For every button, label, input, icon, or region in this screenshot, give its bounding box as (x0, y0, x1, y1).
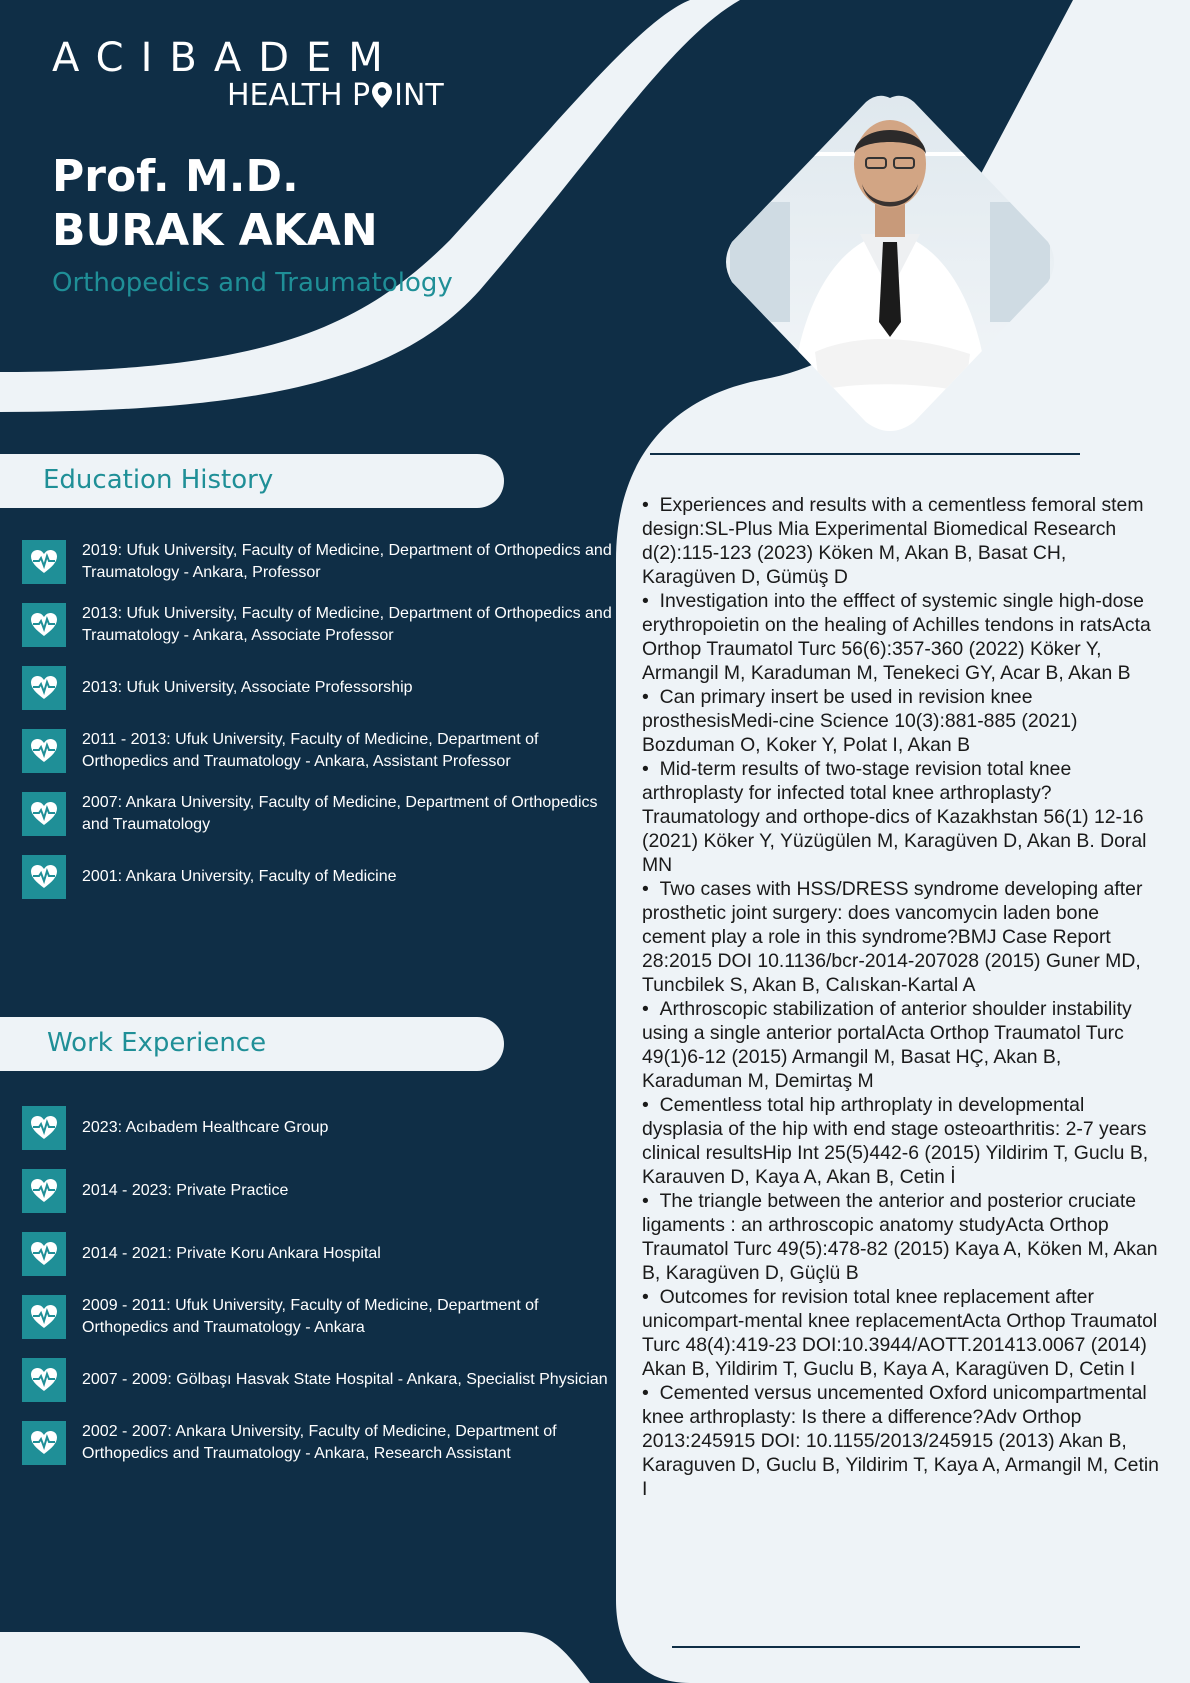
doctor-portrait (720, 92, 1060, 432)
education-item-text: 2011 - 2013: Ufuk University, Faculty of Medicine, Department of Orthopedics and Traumatology - Ankara, Assistant Professor (82, 731, 539, 770)
list-item (22, 603, 612, 666)
heart-pulse-icon (22, 792, 66, 836)
logo-sub-after: INT (394, 78, 444, 113)
location-pin-icon (372, 82, 392, 108)
acibadem-logo (52, 35, 444, 113)
list-item (22, 1232, 602, 1295)
list-item (22, 540, 612, 603)
doctor-title: Prof. M.D. (52, 151, 299, 202)
heart-pulse-icon (22, 1169, 66, 1213)
list-item (22, 666, 602, 729)
publication-item: • Mid-term results of two-stage revision total knee arthroplasty for infected total knee arthroplasty?Traumatology and orthope-dics of Kazakhstan 56(1) 12-16 (2021) Köker Y, Yüzügülen M, Karagüven D, Akan B. Doral MN (642, 757, 1164, 877)
doctor-name: BURAK AKAN (52, 205, 378, 256)
doctor-specialty: Orthopedics and Traumatology (52, 268, 453, 298)
list-item (22, 1358, 608, 1421)
list-item (22, 1421, 602, 1484)
heart-pulse-icon (22, 1295, 66, 1339)
publication-item: • Experiences and results with a cementless femoral stem design:SL-Plus Mia Experimental Biomedical Research d(2):115-123 (2023) Köken M, Akan B, Basat CH, Karagüven D, Gümüş D (642, 493, 1164, 589)
heart-pulse-icon (22, 1421, 66, 1465)
heart-pulse-icon (22, 540, 66, 584)
work-list (22, 1106, 608, 1484)
education-item-text: 2001: Ankara University, Faculty of Medicine (82, 868, 397, 885)
work-item-text: 2009 - 2011: Ufuk University, Faculty of Medicine, Department of Orthopedics and Traumatology - Ankara (82, 1297, 539, 1336)
heart-pulse-icon (22, 1232, 66, 1276)
heart-pulse-icon (22, 729, 66, 773)
publications-list (642, 493, 1164, 1501)
work-item-text: 2014 - 2023: Private Practice (82, 1182, 289, 1199)
publication-item: • Cemented versus uncemented Oxford unicompartmental knee arthroplasty: Is there a difference?Adv Orthop 2013:245915 DOI: 10.1155/2013/245915 (2013) Akan B, Karaguven D, Guclu B, Yildirim T, Kaya A, Armangil M, Cetin I (642, 1381, 1164, 1501)
list-item (22, 792, 602, 855)
list-item (22, 1295, 602, 1358)
heart-pulse-icon (22, 1106, 66, 1150)
list-item (22, 855, 602, 918)
work-item-text: 2007 - 2009: Gölbaşı Hasvak State Hospital - Ankara, Specialist Physician (82, 1371, 608, 1388)
education-item-text: 2013: Ufuk University, Associate Professorship (82, 679, 413, 696)
divider-bottom (672, 1646, 1080, 1648)
heart-pulse-icon (22, 603, 66, 647)
doctor-name-block (52, 150, 378, 258)
list-item (22, 729, 602, 792)
work-heading: Work Experience (47, 1028, 267, 1058)
publication-item: • Arthroscopic stabilization of anterior shoulder instability using a single anterior portalActa Orthop Traumatol Turc 49(1)6-12 (2015) Armangil M, Basat HÇ, Akan B, Karaduman M, Demirtaş M (642, 997, 1164, 1093)
education-header (0, 454, 504, 508)
heart-pulse-icon (22, 855, 66, 899)
logo-subtitle (227, 78, 444, 114)
publication-item: • Two cases with HSS/DRESS syndrome developing after prosthetic joint surgery: does vancomycin laden bone cement play a role in this syndrome?BMJ Case Report 28:2015 DOI 10.1136/bcr-2014-207028 (2015) Guner MD, Tuncbilek S, Akan B, Calıskan-Kartal A (642, 877, 1164, 997)
divider-top (650, 453, 1080, 455)
work-item-text: 2023: Acıbadem Healthcare Group (82, 1119, 329, 1136)
education-list (22, 540, 612, 918)
publication-item: • The triangle between the anterior and posterior cruciate ligaments : an arthroscopic anatomy studyActa Orthop Traumatol Turc 49(5):478-82 (2015) Kaya A, Köken M, Akan B, Karagüven D, Güçlü B (642, 1189, 1164, 1285)
education-heading: Education History (43, 465, 274, 495)
publication-item: • Cementless total hip arthroplaty in developmental dysplasia of the hip with end stage osteoarthritis: 2-7 years clinical resultsHip Int 25(5)442-6 (2015) Yildirim T, Guclu B, Karauven D, Kaya A, Akan B, Cetin İ (642, 1093, 1164, 1189)
work-item-text: 2002 - 2007: Ankara University, Faculty of Medicine, Department of Orthopedics and Traumatology - Ankara, Research Assistant (82, 1423, 557, 1462)
heart-pulse-icon (22, 1358, 66, 1402)
heart-pulse-icon (22, 666, 66, 710)
publication-item: • Investigation into the efffect of systemic single high-dose erythropoietin on the healing of Achilles tendons in ratsActa Orthop Traumatol Turc 56(6):357-360 (2022) Köker Y, Armangil M, Karaduman M, Tenekeci GY, Acar B, Akan B (642, 589, 1164, 685)
work-header (0, 1017, 504, 1071)
publication-item: • Can primary insert be used in revision knee prosthesisMedi-cine Science 10(3):881-885 (2021) Bozduman O, Koker Y, Polat I, Akan B (642, 685, 1164, 757)
list-item (22, 1169, 602, 1232)
education-item-text: 2013: Ufuk University, Faculty of Medicine, Department of Orthopedics and Traumatology - Ankara, Associate Professor (82, 605, 612, 644)
education-item-text: 2019: Ufuk University, Faculty of Medicine, Department of Orthopedics and Traumatology - Ankara, Professor (82, 542, 612, 581)
list-item (22, 1106, 602, 1169)
education-item-text: 2007: Ankara University, Faculty of Medicine, Department of Orthopedics and Traumatology (82, 794, 598, 833)
logo-brand: ACIBADEM (52, 35, 400, 81)
logo-sub-before: HEALTH P (227, 78, 371, 113)
publication-item: • Outcomes for revision total knee replacement after unicompart-mental knee replacementActa Orthop Traumatol Turc 48(4):419-23 DOI:10.3944/AOTT.201413.0067 (2014) Akan B, Yildirim T, Guclu B, Kaya A, Karagüven D, Cetin I (642, 1285, 1164, 1381)
work-item-text: 2014 - 2021: Private Koru Ankara Hospital (82, 1245, 381, 1262)
